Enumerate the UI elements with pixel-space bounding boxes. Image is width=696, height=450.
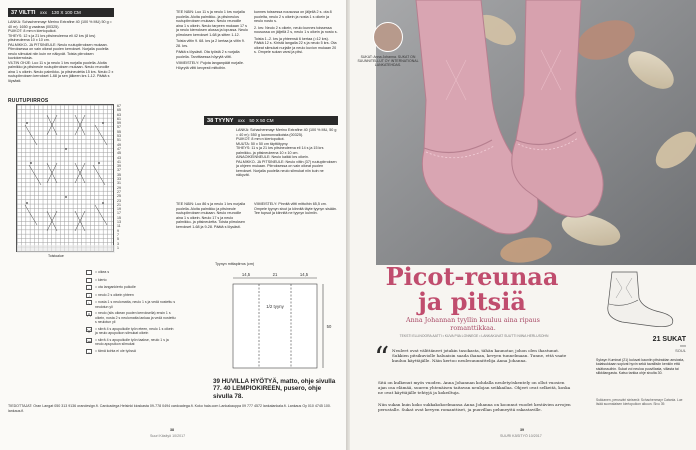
kit-38-lanka: LANKA: Schachenmayr Merino Extrafine 40 (100 % MU, 50 g = 40 m): 550 g luonnonvalkoista (00325). (236, 128, 337, 137)
kit-37-size: 130 X 100 CM (51, 10, 81, 15)
legend-item (86, 270, 176, 275)
cable-cross-3 (47, 211, 85, 231)
kit-37-header (8, 8, 114, 17)
legend-text: = ota langankierto puikolle (95, 285, 136, 290)
kit-38-viimeistely: VIIMEISTELY: Pinnitä viltti mittoihin 65,5 cm. Ompele tyynyn sivut ja kiinnitä täyte tyynyn sisään. Tee tupsut ja kiinnitä ne tyynyn kulmiin. (254, 202, 338, 215)
chart-row-number: 11 (117, 224, 121, 229)
legend-text: = kierto (95, 277, 107, 282)
kit-21-badge (610, 336, 686, 353)
designer-inset (356, 22, 420, 86)
kit-38-title: 38 TYYNY (207, 118, 234, 124)
suppliers-footline: TIEDOTTAJAT: Oran Langat 050 313 9136 orandesign.fi. Cardcadega Helsinki kioskasta 09-778 0494 cardcadega.fi. Koko hala.com Lankakauppa 09 777 4572 lankalankala.fi. Lankaus Oy 010 4745 100. lankaus.fi. (8, 404, 331, 413)
chart-row-number: 23 (117, 198, 121, 203)
kit-37-palmikko: PALMIKKO- JA PITSINEULE: Neulo ruutupiirroksen mukaan. Piirroksessa on vain oikeat puolen kerrokset. Nurjalla puolella neulo silmukat niin kuin ne näkyvät. Toista piirroksen kuviokerroksia. (8, 42, 109, 60)
title-line-2: ja pitsiä (418, 287, 526, 316)
chart-row-number: 63 (117, 112, 121, 117)
designer-avatar (373, 22, 403, 52)
kit-21-description: Syksyn Kuminat (21) kuluvat kauniin pitsiraidan ansiosta, kalatsukkaan sopivat hyvin sekä tavallisiin kenkiin että sisätossuihin. Sukat voi neuloa puuvillasta, villasta tai silkkilangasta. Katso tarkka ohje sivulta 30. (596, 358, 685, 375)
right-page-label: SUURI KÄSITYÖ 10/2017 (500, 434, 542, 438)
chart-row-number: 57 (117, 125, 121, 130)
cable-cross-2 (47, 163, 85, 183)
article-intro: Neuleet ovat välittäneet jotakin tasokasta, tähän kaunotar, johon olen ihastunut. Sukkien pitsikuviolle haluaisin saada ihanan, kevyen tunnelmaan. Tunne, että vaate kuuluu käyttäjälle. Näin kertoo neulesuunnittelija Anna Johanna. (392, 348, 567, 363)
article-title (372, 264, 572, 314)
chart-row-number: 31 (117, 181, 121, 186)
socks-illustration (376, 0, 696, 265)
legend-text: = neulo 2 s oikein yhteen (95, 292, 134, 297)
legend-symbol: / (86, 293, 92, 298)
col3-toista: Toista 1.-2. krs ja yhteensä 6 kertaa (=12 krs). Päätä 12 s. Kiristä langalla 22 s ja neulo 5 krs. Ota oikeat silmukat nurjalle ja neulo kuvion mukaan 20 s. Ompele sukan varsi ja pitsi. (254, 36, 337, 54)
chart-row-number: 3 (117, 241, 119, 246)
chart-row-number: 43 (117, 155, 121, 160)
kit-21-yarn-note: Sukkanen, perusväri sinisenä: Schachenmayr Catania. Lue lisää suomalaisen kiertopuikon alkuun. Sivu 39. (596, 398, 683, 407)
dim-center: 21 (272, 272, 278, 277)
title-line-1: Picot-reunaa (385, 262, 559, 291)
col2-top: TEE NÄIN: Luo 11 s ja neulo 1 krs nurjalla puolella. Aloita palmikko- ja pitsineulos ruutupiirroksen mukaan. Neulo reunoille aina 1 s oikein. Neulo tarpeen mukaan 17 s ja neulo kierroksen alussa ja lopussa. Neulo piirroksen kerrokset 1-68 ja sitten 1-12. (176, 10, 248, 37)
kit-38-muuta: MUUTA: 50 x 50 cm täyttötyyny. (236, 141, 289, 146)
chart-row-number: 7 (117, 232, 119, 237)
legend-symbol: \ (86, 300, 92, 305)
sock-product-drawing (592, 268, 682, 330)
dim-height: 50 (326, 324, 332, 329)
chart-row-number: 5 (117, 237, 119, 242)
kit-37-puikot: PUIKOT: 8 mm:n kiertopuikot. (8, 29, 57, 33)
chart-row-number: 67 (117, 104, 121, 108)
chart-row-number: 49 (117, 142, 121, 147)
legend-symbol: ◦ (86, 285, 92, 290)
photo-caption: 39 HUVILLA HYÖTYÄ, matto, ohje sivulla 77. 40 LEMPIOKIREEN, pusero, ohje sivulla 78. (213, 378, 336, 400)
kit-37-title: 37 VILTTI (11, 10, 36, 16)
chart-row-number: 21 (117, 202, 121, 207)
chart-row-number: 47 (117, 146, 121, 151)
chart-row-number: 41 (117, 159, 121, 164)
chart-row-number: 39 (117, 164, 121, 169)
legend-item (86, 349, 176, 354)
col2-viimeistely: VIIMEISTELY: Pujota langanpäät nurjalle. Höyrytä viltti kevyesti mittoihin. (176, 61, 244, 70)
chart-row-number: 27 (117, 189, 121, 194)
legend-symbol: ⋁ (87, 327, 91, 333)
chart-row-number: 37 (117, 168, 121, 173)
kit-37-column3 (254, 10, 338, 110)
schematic-title: Tyynyn mittapiirros (cm) (215, 262, 255, 266)
chart-row-number: 1 (117, 245, 119, 250)
col3-text: kunnes toissessa nousussa on jäljellä 2 s. ota 8 puolelta, neulo 2 s oikein ja nosta 1 s oikein ja neulo nosto s. (254, 10, 332, 23)
legend-text: = tämä kohta ei ole työssä (95, 348, 136, 353)
left-page-number: 38 (170, 428, 174, 432)
chart-legend (86, 270, 176, 356)
lace-diagonals (25, 125, 107, 225)
legend-text: = nosta 1 s neulomatta, neulo 1 s ja vedä nostettu s neulotun yli (95, 300, 176, 309)
chart-row-number: 61 (117, 116, 121, 121)
legend-text: = oikea s (95, 270, 110, 274)
ruutupiirros-label: RUUTUPIIRROS (8, 98, 49, 104)
dim-left: 14,5 (241, 272, 251, 277)
chart-row-numbers (117, 104, 129, 250)
chart-row-number: 65 (117, 108, 121, 113)
col2-toista: Toista viltin 9. 68. krs ja 2 kertaa ja viltin 9. 28. krs. (176, 39, 245, 48)
cable-cross-1 (47, 115, 85, 135)
kit-37-instructions (8, 20, 114, 98)
toistoalue-label: Toistoalue (48, 254, 64, 258)
legend-item (86, 285, 176, 290)
legend-symbol: ▫ (86, 349, 92, 354)
col3-krs2: 2. krs: Neulo 2 s oikein, neulo kunnes toissessa nousussa on jäljellä 2 s, neulo 1 s oikein ja nosto s. (254, 25, 338, 34)
chart-row-number: 35 (117, 172, 121, 177)
article-subtitle: Anna Johannan tyyllin kuuluu aina ripaus romanttikkaa. (406, 316, 540, 332)
chart-row-number: 55 (117, 129, 121, 134)
kit-38-tiheys: TIHEYS: 11 s ja 21 krs pitsineuleena eli 14 s ja 15 krs palmikko- ja pitsineuleena 10 x 10 cm. (236, 146, 324, 155)
kit-37-lanka: LANKA: Schachenmayr Merino Extrafine 40 (100 % MU) 50 g = 40 m): 1650 g vaaleaa (00325). (8, 20, 112, 29)
half-pillow-label: 1/2 tyyny (266, 304, 284, 309)
kit-38-puikot: PUIKOT: 8 mm:n kiertopuikot. (236, 137, 285, 141)
drop-quote-mark: “ (374, 341, 390, 376)
kit-38-palmikko: PALMIKKO- JA PITSINEULE: Neulo viltin (37) ruutupiirroksen ja ohjeen mukaan. Piirroksessa on vain oikeat puolen kerrokset. Nurjalla puolella neulo silmukat niin kuin ne näkyvät. (236, 159, 337, 177)
chart-row-number: 9 (117, 228, 119, 233)
left-page-label: Suuri Käsityö 10/2017 (150, 434, 186, 438)
kit-37-stars: xxx (40, 10, 47, 15)
article-body-end: Niin sukan kuin koko sukkakokoelmansa Anna Johanna on koonnut vuodet kestävien arvojen perustalle. Sukat ovat kevyen romanttiset, ja puuvillan pehmeyttä rakastaville. (378, 402, 571, 412)
chart-row-number: 51 (117, 138, 121, 143)
legend-item (86, 311, 176, 324)
chart-row-number: 45 (117, 151, 121, 156)
kit-21-sub: SOUL (675, 348, 686, 353)
socks-photo (376, 0, 696, 265)
dim-right: 14,5 (299, 272, 309, 277)
kit-38-tee: TEE NÄIN: Luo 86 s ja neulo 1 krs nurjalla puolella. Aloita palmikko ja pitsineule ruutupiirroksen mukaan. Neulo reunoille aina 1 s oikein. Neulo 17 s ja neulo palmikko- ja pitsineuletta. Toista piirroksen kerrokset 1-68 ja 9-28. Päätä s löysästi. (176, 202, 246, 229)
kit-37-tiheys: TIHEYS: 12 s ja 21 krs pitsineuleena eli 42 krs (8 krs) pitsineuleena 10 x 10 cm. (8, 33, 96, 42)
legend-text: = neulo (siis oikean puolen kerroksella) ensin 1 s oikein, nosta 2 s neulomatta lankaa ja vedä nostettu s neulotun yli (95, 311, 176, 324)
kit-21-stars: xxx (680, 343, 686, 348)
legend-symbol: ⋀ (87, 312, 91, 318)
legend-symbol: - (86, 278, 92, 283)
chart-row-number: 53 (117, 134, 121, 139)
legend-item (86, 300, 176, 308)
article-credits: TEKSTI ELLINOORA AATTI • KUVA PIIA LONNEGE • LANKAKUVAT SUUTTI NIINA HERLUSOHN (399, 334, 549, 338)
chart-row-number: 15 (117, 215, 121, 220)
legend-item (86, 338, 176, 346)
kit-38-instructions (236, 128, 338, 198)
ruutupiirros-chart (16, 104, 114, 252)
chart-symbols (17, 105, 115, 253)
kit-38-size: 50 X 50 CM (249, 118, 274, 123)
article-body: Sitä on kulkenut myös vuoden. Anna Johannan kohdalla neuletyöskentely on ollut vuosien ajan osa elämää, suuren yhtenäisen taitavan neulojan seikkailua. Ohjeet ovat selkeitä, koska ne ovat käyttäjälle tehtyjä ja kokeiltuja. (378, 380, 571, 395)
legend-text: = siirrä 4 s apupuikolle työn taakse, neulo 1 s ja neulo apupuikon silmukat (95, 337, 169, 346)
legend-symbol: ≫ (87, 338, 92, 344)
kit-37-column2 (176, 10, 248, 110)
kit-38-stars: xxx (237, 118, 245, 123)
chart-row-number: 17 (117, 211, 121, 216)
left-page (0, 0, 346, 450)
designer-caption: SUKAT: Anna Johanna. SUKAT ON SUUNNITELLUT OY INTERNATIONAL LANKATEHDAS. (357, 55, 419, 68)
kit-37-ohje: VILTIN OHJE: Luo 11 s ja neulo 1 krs nurjalla puolella. Aloita palmikko ja pitsineule ruutupiirroksen mukaan. Neulo reunoille aina 1 s oikein. Neulo palmikko- ja pitsineuletta 15 krs. Neulo 2 x ruutupiirroksen kerrokset 1-68 ja sen jälkeen krs 1-12. Päätä s löysästi. (8, 60, 114, 83)
legend-item (86, 293, 176, 298)
chart-row-number: 19 (117, 207, 121, 212)
kit-38-header (204, 116, 338, 125)
pillow-schematic (215, 268, 335, 380)
legend-item (86, 327, 176, 335)
col2-paata: Päätä s löysästi. Ota työstä 2 s nurjalla puolella. Tarvittaessa höyrytä viltti. (176, 50, 240, 59)
chart-row-number: 29 (117, 185, 121, 190)
chart-row-number: 33 (117, 177, 121, 182)
legend-symbol (86, 270, 92, 275)
legend-text: = siirrä 4 s apupuikolle työn eteen, neulo 1 s oikein ja neulo apupuikon silmukat oikein (95, 326, 174, 335)
chart-row-number: 59 (117, 121, 121, 126)
right-page-number: 39 (520, 428, 524, 432)
legend-item (86, 278, 176, 283)
kit-38-ainaoikein: AINAOIKEINNEULE: Neulo kaikki krs oikein. (236, 155, 309, 159)
chart-row-number: 13 (117, 220, 121, 225)
chart-row-number: 25 (117, 194, 121, 199)
kit-21-title: 21 SUKAT (652, 336, 686, 343)
